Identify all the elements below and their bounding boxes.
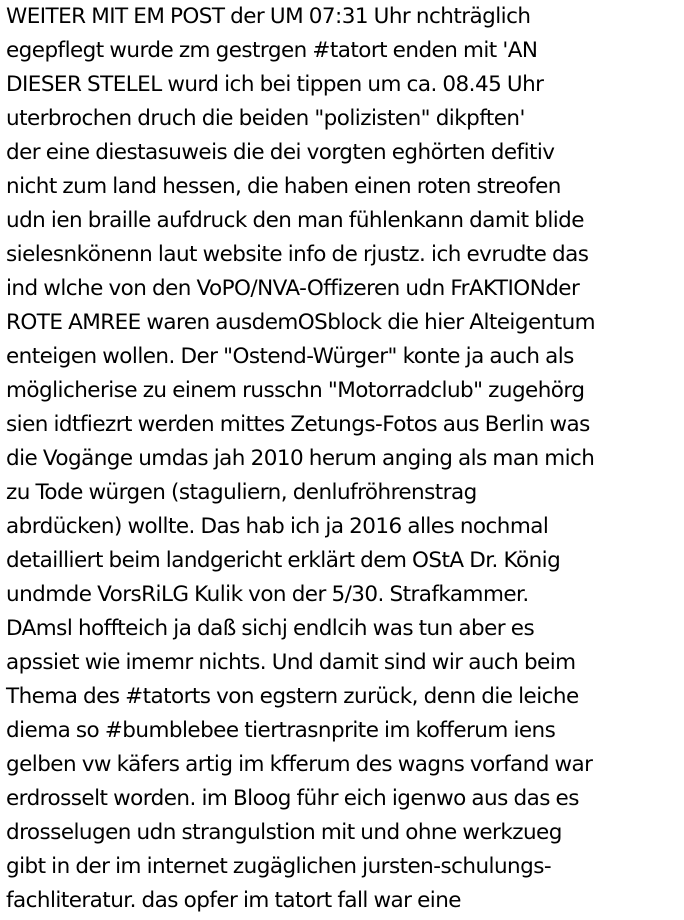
text-line-9: ind wlche von den VoPO/NVA-Offizeren udn FrAKTIONder (6, 276, 580, 301)
text-line-4: uterbrochen druch die beiden "polizisten" dikpften' (6, 106, 525, 131)
text-line-7: udn ien braille aufdruck den man fühlenkann damit blide (6, 208, 584, 233)
text-line-26: gibt in der im internet zugäglichen jursten-schulungs- (6, 854, 552, 879)
text-line-10: ROTE AMREE waren ausdemOSblock die hier Alteigentum (6, 310, 596, 335)
text-line-14: die Vogänge umdas jah 2010 herum anging als man mich (6, 446, 595, 471)
text-line-8: sielesnkönenn laut website info de rjustz. ich evrudte das (6, 242, 589, 267)
text-line-21: Thema des #tatorts von egstern zurück, denn die leiche (6, 684, 579, 709)
text-line-22: diema so #bumblebee tiertrasnprite im kofferum iens (6, 718, 556, 743)
text-line-18: undmde VorsRiLG Kulik von der 5/30. Strafkammer. (6, 582, 529, 607)
text-line-2: egepflegt wurde zm gestrgen #tatort enden mit 'AN (6, 38, 538, 63)
text-line-15: zu Tode würgen (staguliern, denlufröhrenstrag (6, 480, 477, 505)
text-line-17: detailliert beim landgericht erklärt dem OStA Dr. König (6, 548, 561, 573)
document-body (6, 0, 682, 918)
text-line-3: DIESER STELEL wurd ich bei tippen um ca. 08.45 Uhr (6, 72, 544, 97)
text-line-16: abrdücken) wollte. Das hab ich ja 2016 alles nochmal (6, 514, 549, 539)
text-line-1: WEITER MIT EM POST der UM 07:31 Uhr nchträglich (6, 4, 531, 29)
text-line-20: apssiet wie imemr nichts. Und damit sind wir auch beim (6, 650, 576, 675)
text-line-13: sien idtfiezrt werden mittes Zetungs-Fotos aus Berlin was (6, 412, 590, 437)
text-line-6: nicht zum land hessen, die haben einen roten streofen (6, 174, 561, 199)
text-line-12: möglicherise zu einem russchn "Motorradclub" zugehörg (6, 378, 585, 403)
text-line-19: DAmsl hoffteich ja daß sichj endlcih was tun aber es (6, 616, 535, 641)
text-line-24: erdrosselt worden. im Bloog führ eich igenwo aus das es (6, 786, 579, 811)
text-line-5: der eine diestasuweis die dei vorgten eghörten defitiv (6, 140, 555, 165)
text-line-25: drosselugen udn strangulstion mit und ohne werkzueg (6, 820, 562, 845)
text-line-23: gelben vw käfers artig im kfferum des wagns vorfand war (6, 752, 593, 777)
text-line-27: fachliteratur. das opfer im tatort fall war eine (6, 888, 461, 913)
text-line-11: enteigen wollen. Der "Ostend-Würger" konte ja auch als (6, 344, 574, 369)
